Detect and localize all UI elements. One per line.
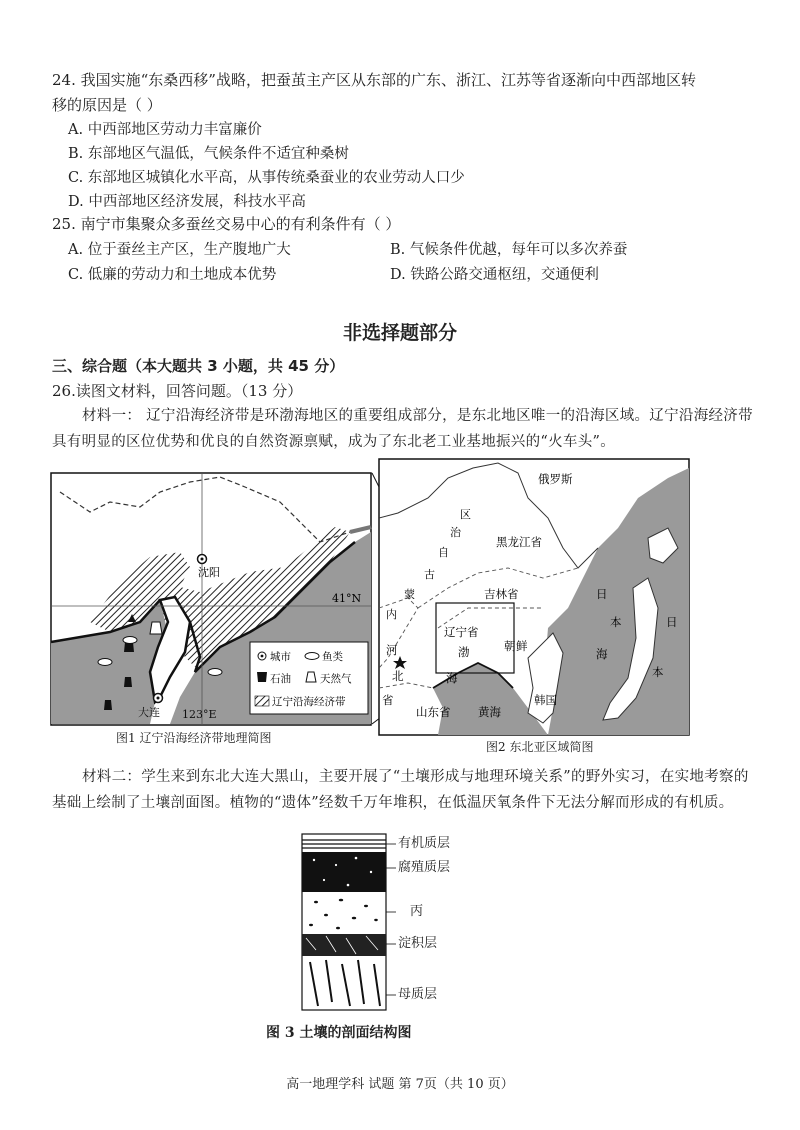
fig2-heilongjiang-label: 黑龙江省 bbox=[496, 535, 542, 549]
fig2-yellow-sea-label: 黄海 bbox=[478, 705, 501, 719]
fig3-layer-illuvial: 淀积层 bbox=[398, 936, 438, 951]
fig1-dalian-label: 大连 bbox=[138, 706, 160, 719]
q25-option-d: D. 铁路公路交通枢纽，交通便利 bbox=[390, 267, 599, 283]
fig2-japan-sea-char-1: 日 bbox=[596, 587, 608, 601]
oil-icon bbox=[124, 677, 132, 687]
material1-paragraph: 材料一： 辽宁沿海经济带是环渤海地区的重要组成部分，是东北地区唯一的沿海区域。辽宁沿海经济带具有明显的区位优势和优良的自然资源禀赋，成为了东北老工业基地振兴的“火车头”。 bbox=[52, 408, 753, 450]
q24-option-b: B. 东部地区气温低，气候条件不适宜种桑树 bbox=[68, 146, 349, 162]
fig2-shandong-label: 山东省 bbox=[416, 705, 451, 719]
legend-fish-label: 鱼类 bbox=[322, 651, 343, 663]
fig2-sheng-label: 省 bbox=[382, 693, 394, 707]
material2-paragraph: 材料二：学生来到东北大连大黑山，主要开展了“土壤形成与地理环境关系”的野外实习，在实地考察的基础上绘制了土壤剖面图。植物的“遗体”经数千万年堆积，在低温厌氧条件下无法分解而形成的有机质。 bbox=[52, 769, 749, 811]
q25-option-b: B. 气候条件优越，每年可以多次养蚕 bbox=[390, 242, 628, 258]
oil-icon bbox=[104, 700, 112, 710]
fig2-bohai-label-1: 渤 bbox=[458, 645, 470, 659]
q24-option-a: A. 中西部地区劳动力丰富廉价 bbox=[68, 122, 262, 138]
fig3-layer-bing: 丙 bbox=[410, 904, 424, 919]
legend-gas-label: 天然气 bbox=[320, 673, 352, 685]
gas-icon bbox=[150, 622, 162, 634]
fig2-japan-sea-char-3: 海 bbox=[596, 647, 608, 661]
fig2-inner-mongolia-char-2: 蒙 bbox=[404, 588, 415, 601]
fig3-soil-profile bbox=[296, 830, 396, 1012]
q25-option-c: C. 低廉的劳动力和土地成本优势 bbox=[68, 267, 277, 283]
fig2-korea-n-label-2: 鲜 bbox=[516, 639, 528, 653]
fig2-caption: 图2 东北亚区域简图 bbox=[486, 740, 594, 754]
page-footer: 高一地理学科 试题 第 7页（共 10 页） bbox=[286, 1077, 514, 1092]
fig1-lat-label: 41°N bbox=[332, 592, 362, 605]
q25-stem: 25. 南宁市集聚众多蚕丝交易中心的有利条件有（ ） bbox=[52, 215, 401, 233]
fig2-inner-mongolia-char-4: 自 bbox=[438, 546, 449, 559]
fig1-shenyang-label: 沈阳 bbox=[198, 566, 220, 579]
legend-oil-label: 石油 bbox=[270, 673, 291, 685]
fig2-inner-mongolia-char-3: 古 bbox=[424, 568, 435, 581]
fig2-japan-sea-char-2: 本 bbox=[610, 615, 622, 629]
fig2-inner-mongolia-char-5: 治 bbox=[450, 526, 461, 539]
fig3-layer-parent: 母质层 bbox=[398, 987, 438, 1002]
fig2-inner-mongolia-char-6: 区 bbox=[460, 508, 471, 521]
fish-icon bbox=[98, 659, 112, 666]
fig2-japan-char-1: 日 bbox=[666, 615, 678, 629]
fig2-map bbox=[378, 458, 690, 736]
q26-stem: 26.读图文材料，回答问题。（13 分） bbox=[52, 382, 303, 400]
fish-icon bbox=[123, 637, 137, 644]
fig3-caption: 图 3 土壤的剖面结构图 bbox=[266, 1025, 412, 1041]
fig2-russia-label: 俄罗斯 bbox=[538, 472, 573, 486]
section3-heading: 三、综合题（本大题共 3 小题，共 45 分） bbox=[52, 357, 345, 375]
q24-option-d: D. 中西部地区经济发展，科技水平高 bbox=[68, 194, 306, 210]
fig2-korea-s-label: 韩国 bbox=[534, 693, 557, 707]
fish-icon bbox=[208, 669, 222, 676]
fig2-hebei-label-2: 北 bbox=[392, 669, 404, 683]
fig2-korea-n-label: 朝 bbox=[504, 639, 516, 653]
q24-stem-line1: 24. 我国实施“东桑西移”战略，把蚕茧主产区从东部的广东、浙江、江苏等省逐渐向中西部地区转 bbox=[52, 71, 696, 89]
fig2-hebei-label-1: 河 bbox=[386, 643, 398, 657]
fig1-map bbox=[50, 472, 372, 726]
fig3-layer-humus: 腐殖质层 bbox=[398, 860, 451, 875]
q25-option-a: A. 位于蚕丝主产区，生产腹地广大 bbox=[68, 242, 291, 258]
legend-belt-label: 辽宁沿海经济带 bbox=[272, 696, 346, 708]
fig3-layer-organic: 有机质层 bbox=[398, 836, 451, 851]
section-title: 非选择题部分 bbox=[342, 322, 457, 344]
fig1-caption: 图1 辽宁沿海经济带地理简图 bbox=[116, 731, 272, 745]
fig1-lon-label: 123°E bbox=[182, 708, 217, 721]
legend-city-label: 城市 bbox=[270, 651, 291, 663]
q24-stem-line2: 移的原因是（ ） bbox=[52, 96, 162, 114]
fig2-jilin-label: 吉林省 bbox=[484, 587, 519, 601]
fig2-inner-mongolia-char-1: 内 bbox=[386, 608, 397, 621]
fig2-bohai-label-2: 海 bbox=[446, 671, 458, 685]
fig2-japan-char-2: 本 bbox=[652, 665, 664, 679]
fig2-liaoning-label: 辽宁省 bbox=[444, 625, 479, 639]
q24-option-c: C. 东部地区城镇化水平高，从事传统桑蚕业的农业劳动人口少 bbox=[68, 170, 465, 186]
